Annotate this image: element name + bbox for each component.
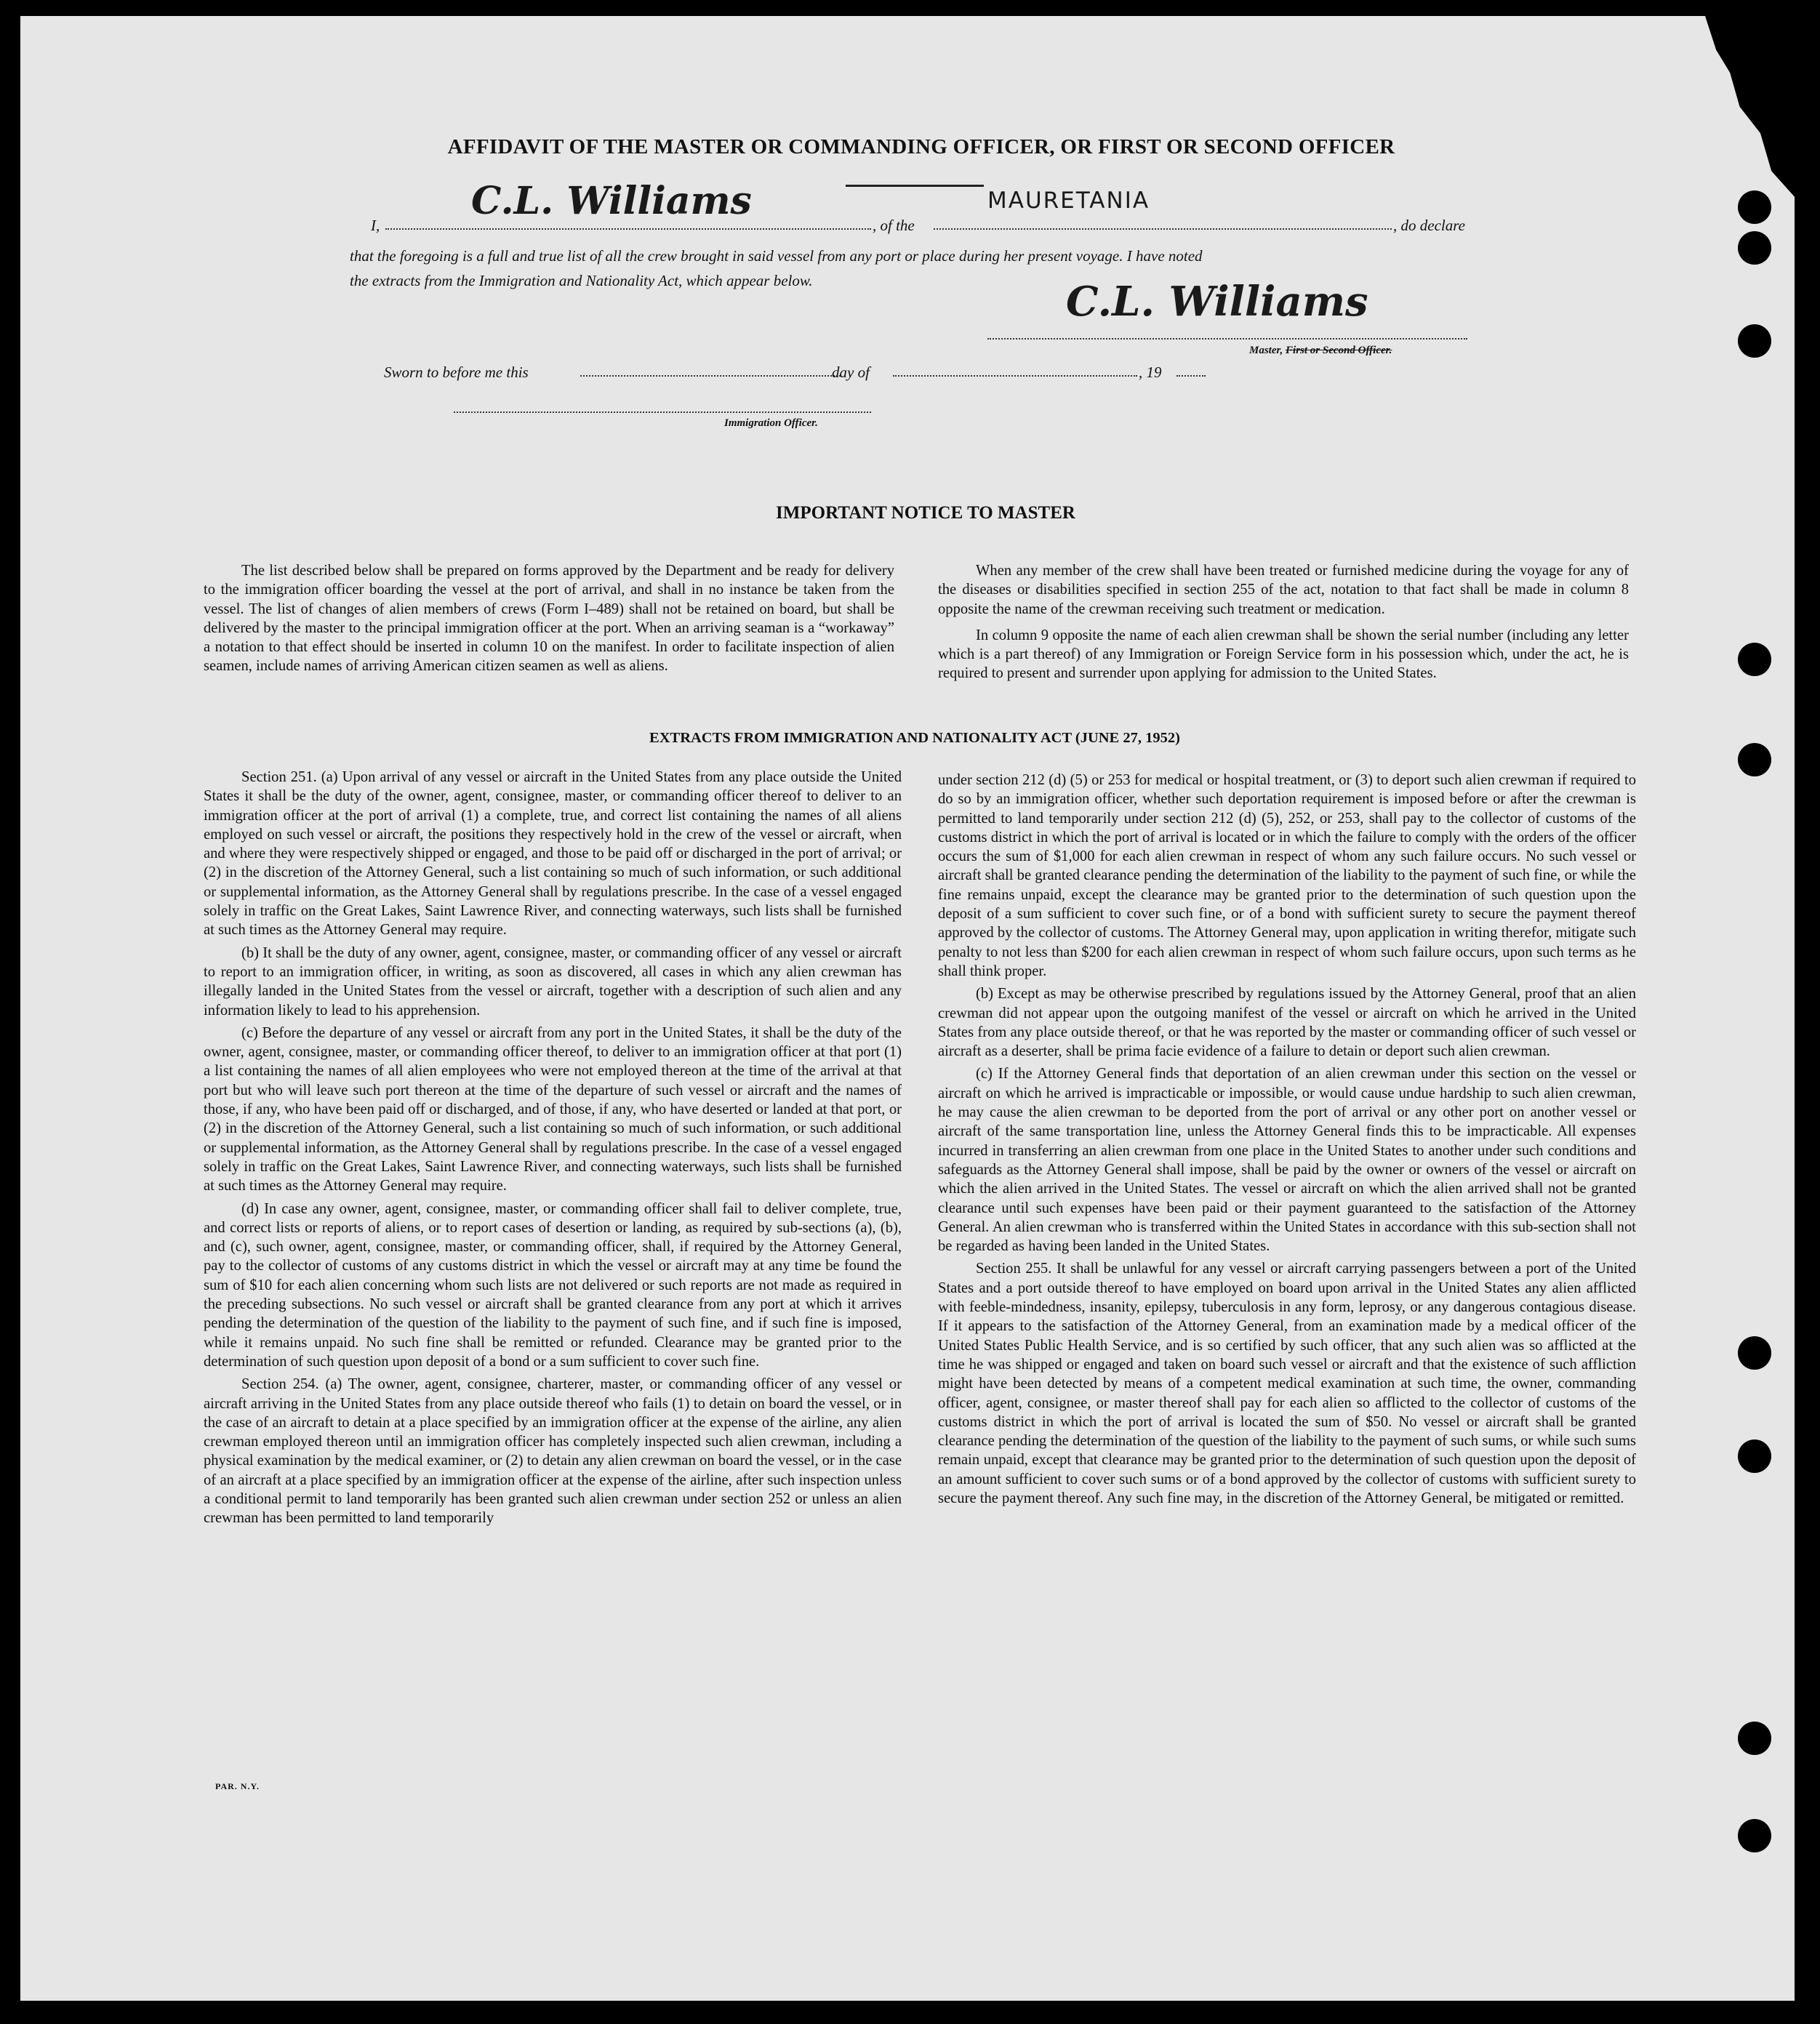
binder-hole [1738, 190, 1771, 224]
notice-right-column [938, 561, 1629, 691]
do-declare-label: , do declare [1393, 217, 1465, 234]
officer-signature-line [454, 411, 871, 413]
binder-hole [1738, 324, 1771, 358]
sworn-label: Sworn to before me this [384, 364, 529, 381]
title-rule [846, 185, 984, 187]
of-the-label: , of the [873, 217, 915, 234]
vessel-field-line [934, 214, 1392, 230]
master-title-label [1249, 345, 1392, 357]
binder-hole [1738, 1439, 1771, 1473]
notice-left-paragraph: The list described below shall be prepared on forms approved by the Department and be ready for delivery to the immigration officer boarding the vessel at the port of arrival, and shall in no instance be taken from the vessel. The list of changes of alien members of crews (Form I–489) shall not be retained on board, but shall be delivered by the master to the principal immigration officer at the port. When an arriving seaman is a “workaway” a notation to that effect should be inserted in column 10 on the manifest. In order to facilitate inspection of alien seamen, include names of arriving American citizen seamen as well as aliens. [204, 563, 894, 675]
notice-right-paragraph-1: When any member of the crew shall have been treated or furnished medicine during the voyage for any of the diseases or disabilities specified in section 255 of the act, notation to that fact shall be made in column 8 opposite the name of the crewman receiving such treatment or medication. [938, 563, 1629, 617]
binder-hole [1738, 643, 1771, 676]
binder-hole [1738, 743, 1771, 776]
notice-right-paragraph-2: In column 9 opposite the name of each alien crewman shall be shown the serial number (including any letter which is a part thereof) of any Immigration or Foreign Service form in his possession which, under the act, he is required to present and surrender upon applying for admission to the United States. [938, 627, 1629, 682]
declaration-line-2: the extracts from the Immigration and Nationality Act, which appear below. [350, 272, 813, 289]
binder-hole [1738, 1336, 1771, 1370]
extracts-title: EXTRACTS FROM IMMIGRATION AND NATIONALITY ACT (JUNE 27, 1952) [649, 730, 1180, 746]
section-254-b: (b) Except as may be otherwise prescribed by regulations issued by the Attorney General, proof that an alien crewman did not appear upon the outgoing manifest of the vessel or aircraft on which he arrived in the United States from any place outside thereof, or that he was reported by the master or commanding officer of such vessel or aircraft as a deserter, shall be prima facie evidence of a failure to detain or deport such alien crewman. [938, 986, 1636, 1060]
torn-corner [1664, 16, 1795, 205]
sworn-day-line [580, 365, 841, 377]
binder-hole [1738, 1722, 1771, 1755]
section-251-a: Section 251. (a) Upon arrival of any vessel or aircraft in the United States from any place outside the United States it shall be the duty of the owner, agent, consignee, master, or commanding officer thereof to deliver to an immigration officer at the port of arrival (1) a complete, true, and correct list containing the names of all aliens employed on such vessel or aircraft, the positions they respectively hold in the crew of the vessel or aircraft, when and where they were respectively shipped or engaged, and those to be paid off or discharged in the port of arrival; or (2) in the discretion of the Attorney General, such a list containing so much of such information, or such additional or supplemental information, as the Attorney General shall by regulations prescribe. In the case of a vessel engaged solely in traffic on the Great Lakes, Saint Lawrence River, and connecting waterways, such lists shall be furnished at such times as the Attorney General may require. [204, 769, 902, 939]
section-251-c: (c) Before the departure of any vessel or aircraft from any port in the United States, it shall be the duty of the owner, agent, consignee, master, or commanding officer thereof, to deliver to an immigration officer at that port (1) a list containing the names of all alien employees who were not employed thereon at the time of the arrival at that port but who will leave such port thereon at the time of the departure of such vessel or aircraft and the names of those, if any, who have been paid off or discharged, and of those, if any, who have deserted or landed at that port, or (2) in the discretion of the Attorney General, such a list containing so much of such information, or such additional or supplemental information, as the Attorney General shall by regulations prescribe. In the case of a vessel engaged solely in traffic on the Great Lakes, Saint Lawrence River, and connecting waterways, such lists shall be furnished at such times as the Attorney General may require. [204, 1024, 902, 1194]
struck-officer-label: First or Second Officer. [1286, 345, 1392, 356]
binder-hole [1738, 1819, 1771, 1852]
sworn-year-line [1176, 365, 1206, 377]
affidavit-title: AFFIDAVIT OF THE MASTER OR COMMANDING OFFICER, OR FIRST OR SECOND OFFICER [447, 135, 1395, 158]
day-of-label: day of [832, 364, 870, 381]
declare-i-label: I, [371, 217, 380, 234]
year-label: , 19 [1139, 364, 1162, 381]
notice-title: IMPORTANT NOTICE TO MASTER [776, 503, 1075, 523]
section-254-a: Section 254. (a) The owner, agent, consignee, charterer, master, or commanding officer of any vessel or aircraft arriving in the United States from any place outside thereof who fails (1) to detain on board the vessel, or in the case of an aircraft to detain at a place specified by an immigration officer at the expense of the airline, any alien crewman employed thereon until an immigration officer has completely inspected such alien crewman, including a physical examination by the medical examiner, or (2) to detain any alien crewman on board the vessel, or in the case of an aircraft at a place specified by an immigration officer at the expense of the airline, after such inspection unless a conditional permit to land temporarily has been granted such alien crewman under section 252 or unless an alien crewman has been permitted to land temporarily [204, 1376, 902, 1527]
binder-hole [1738, 231, 1771, 265]
signature-line [987, 338, 1467, 340]
section-251-b: (b) It shall be the duty of any owner, agent, consignee, master, or commanding officer of any vessel or aircraft to report to an immigration officer, in writing, as soon as discovered, all cases in which any alien crewman has illegally landed in the United States from the vessel or aircraft, together with a description of such alien and any information likely to lead to his apprehension. [204, 944, 902, 1019]
document-page [20, 16, 1795, 2001]
immigration-officer-label: Immigration Officer. [724, 417, 818, 429]
extracts-right-column [938, 771, 1636, 1511]
section-254-c: (c) If the Attorney General finds that deportation of an alien crewman under this section on the vessel or aircraft on which he arrived is impracticable or impossible, or would cause undue hardship to such alien crewman, he may cause the alien crewman to be deported from the port of arrival or any other port on another vessel or aircraft of the same transportation line, unless the Attorney General finds this to be impracticable. All expenses incurred in transferring an alien crewman from one place in the United States to another under such conditions and safeguards as the Attorney General shall impose, shall be paid by the owner or owners of the vessel or aircraft on which the alien arrived in the United States. The vessel or aircraft on which the alien arrived shall not be granted clearance until such expenses have been paid or their payment guaranteed to the satisfaction of the Attorney General. An alien crewman who is transferred within the United States in accordance with this sub-section shall not be regarded as having been landed in the United States. [938, 1066, 1636, 1255]
signature: C.L. Williams [1066, 278, 1368, 326]
master-label: Master, [1249, 345, 1283, 356]
vessel-name: MAURETANIA [987, 188, 1150, 214]
section-251-d: (d) In case any owner, agent, consignee, master, or commanding officer shall fail to deliver complete, true, and correct lists or reports of aliens, or to report cases of desertion or landing, as required by sub-sections (a), (b), and (c), such owner, agent, consignee, master, or commanding officer, shall, if required by the Attorney General, pay to the collector of customs of any customs district in which the vessel or aircraft may at any time be found the sum of $10 for each alien concerning whom such lists are not delivered or such reports are not made as required in the preceding subsections. No such vessel or aircraft shall be granted clearance from any port at which it arrives pending the determination of the question of the liability to the payment of such fine, and if such fine is imposed, while it remains unpaid. No such fine shall be remitted or refunded. Clearance may be granted prior to the determination of such question upon deposit of a bond or a sum sufficient to cover such fine. [204, 1200, 902, 1370]
notice-left-column [204, 561, 894, 683]
section-254-a-continued: under section 212 (d) (5) or 253 for medical or hospital treatment, or (3) to deport such alien crewman if required to do so by an immigration officer, whether such deportation requirement is imposed before or after the crewman is permitted to land temporarily under section 212 (d) (5), 252, or 253, shall pay to the collector of customs of the customs district in which the port of arrival is located or in which the failure to comply with the orders of the officer occurs the sum of $1,000 for each alien crewman in respect of whom any such failure occurs. No such vessel or aircraft shall be granted clearance pending the determination of the liability to the payment of such fine, or while the fine remains unpaid, except the clearance may be granted prior to the determination of such question upon the deposit of a sum sufficient to cover such fine, or of a bond with sufficient surety to secure the payment thereof approved by the collector of customs. The Attorney General may, upon application in writing therefor, mitigate such penalty to not less than $200 for each alien crewman in respect of whom such failure occurs, upon such terms as he shall think proper. [938, 772, 1636, 979]
printer-mark: PAR. N.Y. [215, 1781, 260, 1791]
handwritten-name: C.L. Williams [471, 179, 752, 223]
sworn-month-line [893, 365, 1137, 377]
declaration-line-1: that the foregoing is a full and true list of all the crew brought in said vessel from any port or place during her present voyage. I have noted [350, 247, 1203, 265]
extracts-left-column [204, 768, 902, 1532]
section-255: Section 255. It shall be unlawful for any vessel or aircraft carrying passengers between a port of the United States and a port outside thereof to have employed on board upon arrival in the United States any alien afflicted with feeble-mindedness, insanity, epilepsy, tuberculosis in any form, leprosy, or any dangerous contagious disease. If it appears to the satisfaction of the Attorney General, from an examination made by a medical officer of the United States Public Health Service, and is so certified by such officer, that any such alien was so afflicted at the time he was shipped or engaged and taken on board such vessel or aircraft and that the existence of such affliction might have been detected by means of a competent medical examination at such time, the owner, commanding officer, agent, consignee, or master thereof shall pay for each alien so afflicted to the collector of customs of the customs district in which the port of arrival is located the sum of $50. No vessel or aircraft shall be granted clearance pending the determination of the question of the liability to the payment of such sums, or while such sums remain unpaid, except that clearance may be granted prior to the determination of such question upon the deposit of an amount sufficient to cover such sums or of a bond approved by the collector of customs with sufficient surety to secure the payment thereof. Any such fine may, in the discretion of the Attorney General, be mitigated or remitted. [938, 1261, 1636, 1506]
